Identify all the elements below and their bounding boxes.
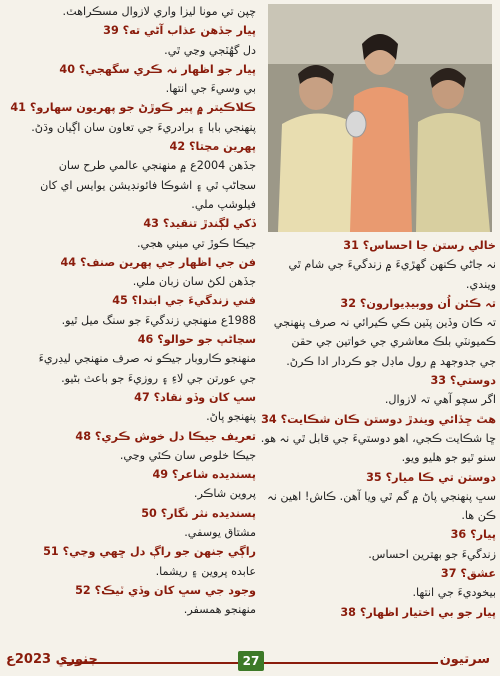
question-line: [4, 504, 256, 523]
page-number: 27: [238, 651, 264, 671]
question-number: 40: [59, 62, 75, 76]
question-text: عشق؟: [460, 567, 496, 581]
answer-line: جي عورتن جي لاءِ ۽ روزيءَ جو باعث بڻيو.: [61, 371, 256, 385]
answer-line: نہ جاڻي ڪنهن گهڙيءَ ۾ زندگيءَ جي شام ٿي: [288, 258, 496, 272]
question-number: 37: [440, 567, 457, 581]
question-text: فني زندگيءَ جي ابتدا؟: [131, 294, 256, 308]
answer-line: مشتاق يوسفي.: [184, 526, 256, 540]
question-number: 36: [450, 528, 467, 542]
question-number: 41: [10, 101, 26, 115]
question-line: [260, 468, 496, 487]
question-line: [260, 410, 496, 429]
answer-line: 1988ع منهنجي زندگيءَ جو سنگ ميل ٿيو.: [61, 313, 256, 327]
question-line: [260, 371, 496, 390]
answer-line: پنهنجي بابا ۽ برادريءَ جي تعاون سان اڳيان وڌڻ.: [31, 120, 256, 134]
photo: [268, 4, 492, 232]
question-line: [4, 214, 256, 233]
question-number: 48: [75, 429, 91, 443]
question-text: هٿ ڇڏائي ويندڙ دوستن ڪان شڪايت؟: [280, 412, 496, 426]
question-text: ڪلاڪيتر ۾ پير ڪوڙڻ جو پهريون سهارو؟: [29, 101, 256, 115]
answer-line: جيڪا ڪوڙ تي ميني هجي.: [136, 236, 256, 250]
question-text: پيار جڏهن عذاب آڻي ته؟: [122, 24, 256, 38]
question-line: [260, 294, 496, 313]
right-column: [260, 236, 496, 622]
footer: [0, 648, 500, 676]
answer-line: ڪن ها.: [461, 509, 496, 523]
question-line: [260, 525, 496, 544]
question-text: سڀ کان وڏو نقاد؟: [153, 390, 256, 404]
question-text: دوستن تي ڪا ميار؟: [385, 470, 496, 484]
answer-line: چپن تي مونا ليزا واري لازوال مسڪراهٽ.: [62, 5, 256, 18]
question-line: [4, 465, 256, 484]
question-text: تہ ڪئن اُن ووبيڊيوارون؟: [359, 296, 496, 310]
question-number: 35: [366, 470, 382, 484]
answer-line: زندگيءَ جو بهترين احساس.: [368, 547, 496, 561]
answer-line: دل گهُٽجي وڃي ٿي.: [164, 43, 256, 57]
question-line: [4, 581, 256, 600]
question-line: [260, 564, 496, 583]
question-number: 33: [430, 374, 447, 388]
question-number: 39: [103, 24, 119, 38]
answer-line: بي وسيءَ جي انتها.: [165, 82, 256, 96]
answer-line: پروين شاڪر.: [193, 487, 256, 501]
question-number: 46: [137, 333, 154, 347]
question-line: [260, 603, 496, 622]
question-text: پسنديده نثر نگار؟: [160, 506, 256, 520]
question-text: پيار؟: [470, 528, 496, 542]
question-text: پهرين مڃتا؟: [189, 140, 256, 154]
question-text: سڃاڻپ جو حوالو؟: [157, 333, 256, 347]
question-line: [4, 60, 256, 79]
question-number: 49: [152, 468, 169, 482]
issue-date: جنوري 2023ع: [6, 652, 98, 667]
question-line: [4, 330, 256, 349]
answer-line: بيخوديءَ جي انتها.: [412, 586, 496, 600]
question-line: [4, 137, 256, 156]
question-text: ڏکي لڳندڙ تنقيد؟: [162, 217, 256, 231]
answer-line: جي جدوجهد ۾ رول ماڊل جو ڪردار ادا ڪرڻ.: [286, 354, 496, 368]
question-number: 31: [343, 239, 359, 252]
photo-three-women-award-icon: [268, 4, 492, 232]
question-line: [4, 388, 256, 407]
question-line: [260, 236, 496, 255]
answer-line: تہ ڪان وڏين پٽين ڪي ڪيرائي نہ صرف پنهنجي: [273, 316, 496, 330]
question-number: 43: [143, 217, 159, 231]
question-number: 50: [141, 506, 157, 520]
question-line: [4, 98, 256, 117]
magazine-name: سرتيون: [439, 652, 490, 667]
question-text: راڳي جنهن جو راڳ دل ڇهي وڃي؟: [62, 545, 256, 559]
answer-line: سنو ٿيو جو هليو ويو.: [401, 451, 496, 465]
question-line: [4, 253, 256, 272]
question-text: فن جي اظهار جي پهرين صنف؟: [79, 255, 256, 269]
answer-line: جڏهن لکڻ سان زبان ملي.: [132, 275, 256, 289]
question-number: 38: [340, 605, 356, 619]
question-number: 52: [75, 583, 91, 597]
answer-line: فيلوشپ ملي.: [191, 197, 256, 211]
answer-line: جڏهن 2004ع ۾ منهنجي عالمي طرح سان: [58, 159, 256, 173]
question-line: [4, 542, 256, 561]
question-text: پسنديده شاعر؟: [171, 468, 256, 482]
question-number: 44: [60, 255, 77, 269]
answer-line: عابده پروين ۽ ريشما.: [155, 564, 256, 578]
question-number: 42: [169, 140, 186, 154]
answer-line: منهنجو ڪاروبار جيڪو نہ صرف منهنجي ليڊريءَ: [38, 352, 256, 366]
answer-line: اگر سچو آهي تہ لازوال.: [384, 393, 496, 407]
answer-line: ڪميونٽي بلڪ معاشري جي خواتين جي حقن: [291, 335, 496, 349]
question-number: 34: [261, 412, 277, 426]
question-line: [4, 427, 256, 446]
left-column: [4, 2, 256, 620]
question-text: پيار جو اظهار نہ ڪري سگهجي؟: [78, 62, 256, 76]
answer-line: جيڪا خلوص سان ڪئي وڃي.: [119, 448, 256, 462]
answer-line: پنهنجو پاڻ.: [206, 410, 256, 424]
answer-line: ويندي.: [465, 277, 496, 291]
question-number: 32: [340, 296, 356, 310]
answer-line: سڃاڻپ ٿي ۽ اشوڪا فائونڊيشن يوايس اي کان: [40, 178, 256, 192]
answer-line: منهنجو همسفر.: [183, 603, 256, 617]
question-line: [4, 21, 256, 40]
question-text: پيار جو بي اختيار اظهار؟: [359, 605, 496, 619]
question-text: تعريف جيڪا دل خوش ڪري؟: [94, 429, 256, 443]
question-number: 47: [134, 390, 150, 404]
question-text: دوستي؟: [449, 374, 496, 388]
answer-line: سڀ پنهنجي پاڻ ۾ گم ٿي ويا آهن. ڪاش! اهين نہ: [267, 489, 496, 503]
question-text: وجود جي سڀ کان وڏي ٽيڪ؟: [94, 583, 256, 597]
question-number: 45: [112, 294, 128, 308]
answer-line: ڇا شڪايت ڪجي، اهو دوستيءَ جي قابل ٿي نہ هو.: [260, 431, 496, 445]
question-line: [4, 291, 256, 310]
question-number: 51: [43, 545, 59, 559]
question-text: خالي رستن جا احساس؟: [362, 239, 496, 252]
